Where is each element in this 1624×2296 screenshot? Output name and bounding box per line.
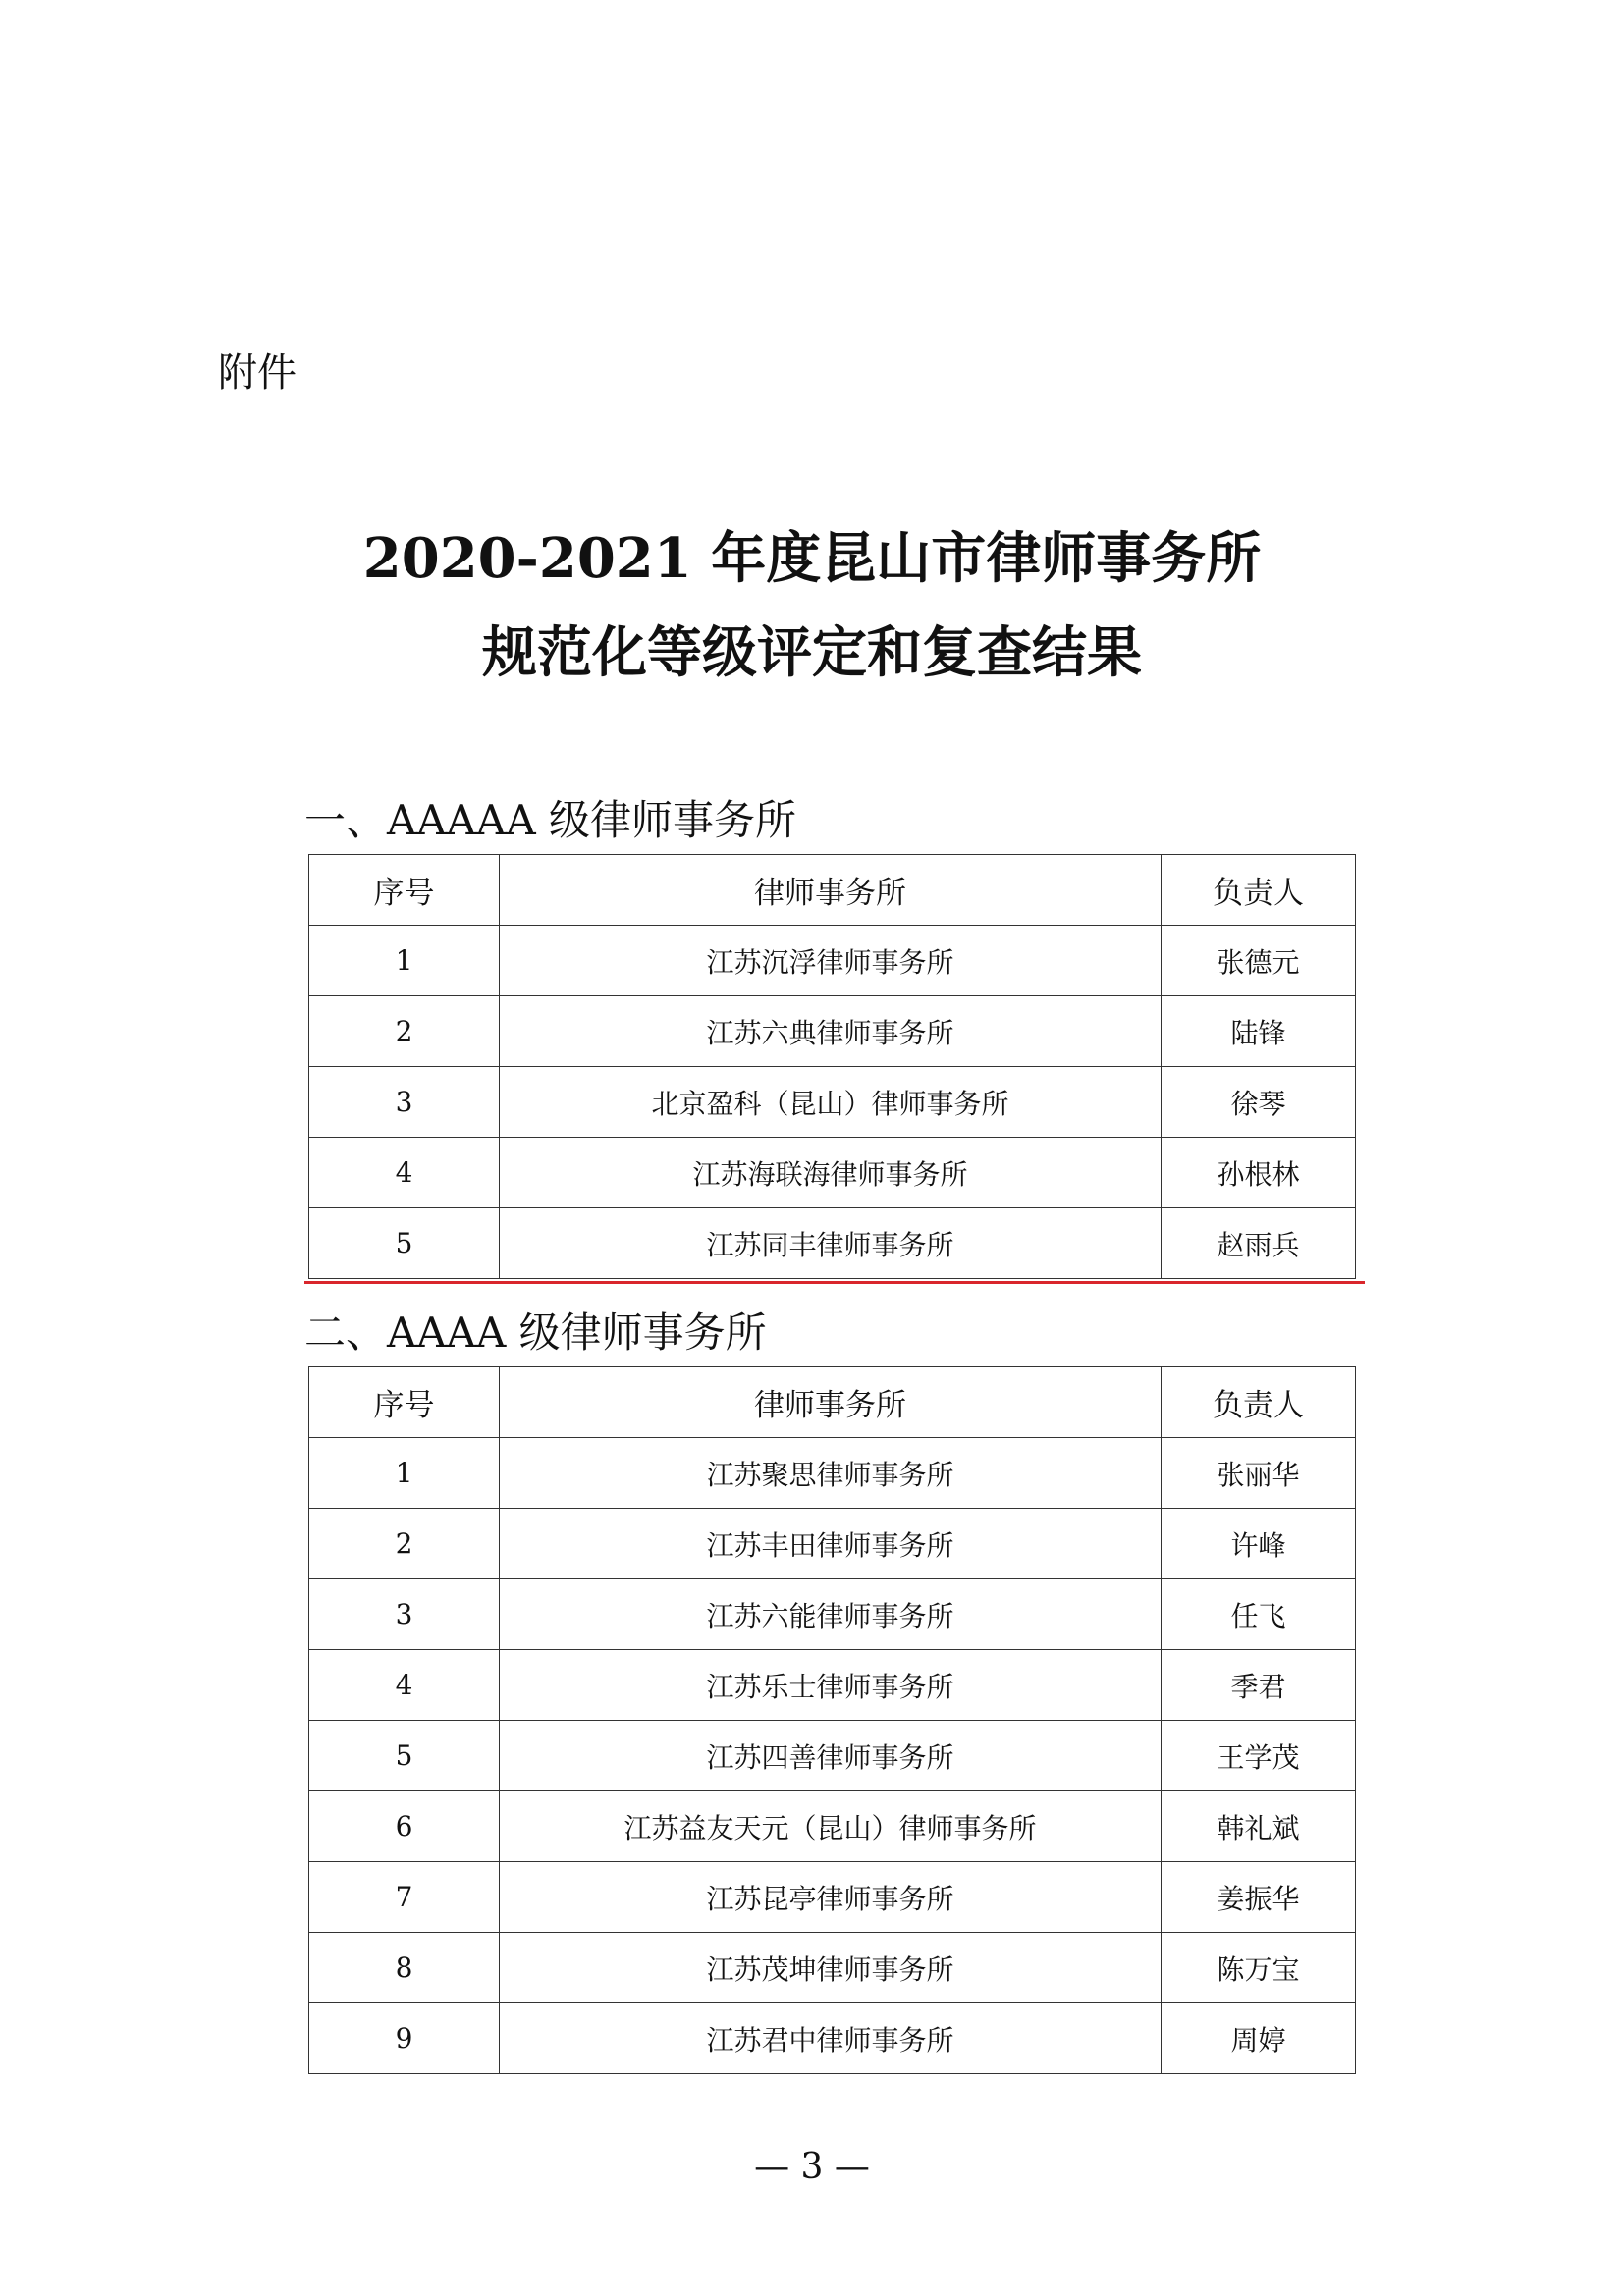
table-row	[309, 1933, 1356, 2003]
table-row	[309, 1509, 1356, 1579]
cell-firm: 江苏六典律师事务所	[500, 996, 1162, 1067]
table-row	[309, 1862, 1356, 1933]
cell-no: 2	[309, 1509, 500, 1579]
cell-firm: 江苏丰田律师事务所	[500, 1509, 1162, 1579]
attachment-label: 附件	[218, 350, 297, 396]
table-aaaa-firms	[308, 1366, 1355, 2074]
cell-head: 季君	[1162, 1650, 1356, 1721]
cell-head: 张德元	[1162, 926, 1356, 996]
table-row	[309, 1650, 1356, 1721]
cell-head: 张丽华	[1162, 1438, 1356, 1509]
table-row	[309, 2003, 1356, 2074]
cell-firm: 江苏聚思律师事务所	[500, 1438, 1162, 1509]
table-header-row	[309, 855, 1356, 926]
cell-no: 1	[309, 1438, 500, 1509]
cell-head: 赵雨兵	[1162, 1208, 1356, 1279]
cell-head: 周婷	[1162, 2003, 1356, 2074]
cell-firm: 江苏昆亭律师事务所	[500, 1862, 1162, 1933]
cell-no: 3	[309, 1067, 500, 1138]
cell-no: 5	[309, 1721, 500, 1791]
column-header-no: 序号	[309, 855, 500, 926]
cell-head: 陈万宝	[1162, 1933, 1356, 2003]
table-row	[309, 1579, 1356, 1650]
table-row	[309, 926, 1356, 996]
document-title-line-2: 规范化等级评定和复查结果	[482, 620, 1142, 685]
cell-head: 孙根林	[1162, 1138, 1356, 1208]
cell-firm: 北京盈科（昆山）律师事务所	[500, 1067, 1162, 1138]
cell-firm: 江苏海联海律师事务所	[500, 1138, 1162, 1208]
red-divider-rule	[304, 1281, 1365, 1284]
cell-firm: 江苏乐士律师事务所	[500, 1650, 1162, 1721]
cell-firm: 江苏君中律师事务所	[500, 2003, 1162, 2074]
cell-head: 姜振华	[1162, 1862, 1356, 1933]
cell-head: 陆锋	[1162, 996, 1356, 1067]
column-header-firm: 律师事务所	[500, 1367, 1162, 1438]
column-header-head: 负责人	[1162, 855, 1356, 926]
cell-head: 任飞	[1162, 1579, 1356, 1650]
cell-no: 4	[309, 1650, 500, 1721]
table-header-row	[309, 1367, 1356, 1438]
cell-no: 6	[309, 1791, 500, 1862]
page-number: — 3 —	[754, 2147, 870, 2187]
cell-head: 韩礼斌	[1162, 1791, 1356, 1862]
cell-head: 徐琴	[1162, 1067, 1356, 1138]
cell-no: 3	[309, 1579, 500, 1650]
cell-no: 7	[309, 1862, 500, 1933]
document-title-line-1: 2020-2021 年度昆山市律师事务所	[362, 526, 1262, 591]
table-aaaaa-firms	[308, 854, 1355, 1279]
cell-no: 5	[309, 1208, 500, 1279]
table-row	[309, 996, 1356, 1067]
cell-no: 2	[309, 996, 500, 1067]
cell-firm: 江苏茂坤律师事务所	[500, 1933, 1162, 2003]
cell-head: 王学茂	[1162, 1721, 1356, 1791]
cell-firm: 江苏同丰律师事务所	[500, 1208, 1162, 1279]
cell-no: 4	[309, 1138, 500, 1208]
table-row	[309, 1791, 1356, 1862]
column-header-no: 序号	[309, 1367, 500, 1438]
table-row	[309, 1138, 1356, 1208]
cell-firm: 江苏益友天元（昆山）律师事务所	[500, 1791, 1162, 1862]
section-heading-aaaaa: 一、AAAAA 级律师事务所	[304, 796, 797, 844]
table-row	[309, 1438, 1356, 1509]
column-header-firm: 律师事务所	[500, 855, 1162, 926]
cell-no: 9	[309, 2003, 500, 2074]
cell-head: 许峰	[1162, 1509, 1356, 1579]
cell-no: 8	[309, 1933, 500, 2003]
cell-firm: 江苏沉浮律师事务所	[500, 926, 1162, 996]
section-heading-aaaa: 二、AAAA 级律师事务所	[304, 1308, 767, 1357]
table-row	[309, 1067, 1356, 1138]
cell-firm: 江苏六能律师事务所	[500, 1579, 1162, 1650]
cell-firm: 江苏四善律师事务所	[500, 1721, 1162, 1791]
cell-no: 1	[309, 926, 500, 996]
table-row	[309, 1208, 1356, 1279]
column-header-head: 负责人	[1162, 1367, 1356, 1438]
table-row	[309, 1721, 1356, 1791]
